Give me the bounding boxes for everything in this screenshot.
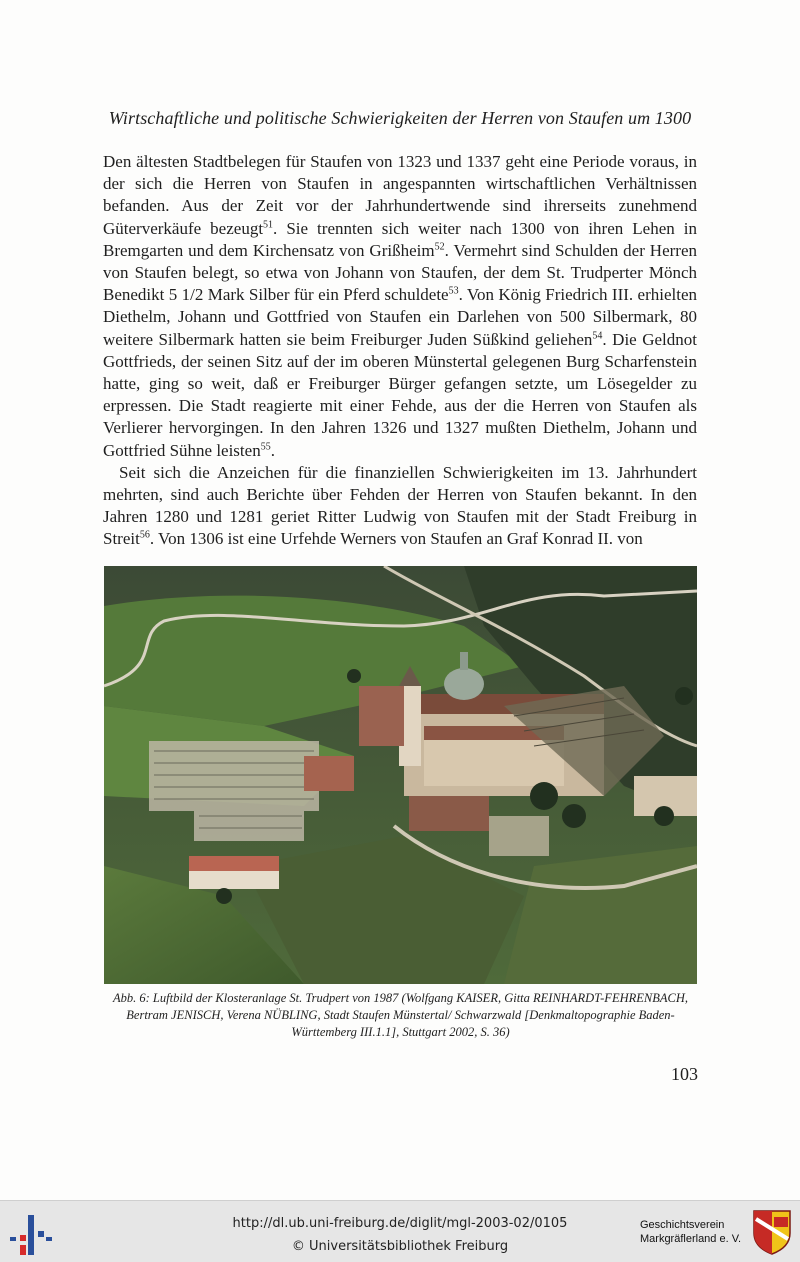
- figure-caption: Abb. 6: Luftbild der Klosteranlage St. Trudpert von 1987 (Wolfgang KAISER, Gitta REINHARDT-FEHRENBACH, Bertram JENISCH, Verena NÜBLING, Stadt Staufen Münstertal/ Schwarzwald [Denkmaltopographie Baden-Württemberg III.1.1], Stuttgart 2002, S. 36): [113, 991, 688, 1039]
- footnote-ref[interactable]: 53: [448, 285, 459, 297]
- society-name: [640, 1218, 750, 1246]
- text-run: . Vermehrt sind Schulden der Herren von Staufen belegt, so etwa von Johann von Staufen, der dem St. Trudperter Mönch Benedikt 5 1/2 Mark Silber für ein Pferd schuldete: [103, 240, 697, 305]
- body-text: [103, 151, 697, 551]
- text-run: .: [270, 440, 275, 460]
- text-run: Den ältesten Stadtbelegen für Staufen von 1323 und 1337 geht eine Periode voraus, in der sich die Herren von Staufen in angespannten wirtschaftlichen Verhältnissen befanden. Aus der Zeit vor der Jahrhundertwende sind ihrerseits zunehmend Güterverkäufe bezeugt: [103, 152, 697, 238]
- footnote-ref[interactable]: 55: [260, 440, 271, 452]
- paragraph-2: [103, 462, 697, 551]
- society-name-line2: Markgräflerland e. V.: [640, 1233, 742, 1245]
- ub-freiburg-logo-icon[interactable]: [10, 1213, 52, 1255]
- text-run: . Von König Friedrich III. erhielten Diethelm, Johann und Gottfried von Staufen ein Darlehen von 500 Silbermark, 80 weitere Silbermark hatten sie beim Freiburger Juden Süßkind geliehen: [103, 285, 698, 349]
- footnote-ref[interactable]: 51: [263, 218, 274, 230]
- text-run: . Von 1306 ist eine Urfehde Werners von Staufen an Graf Konrad II. von: [149, 529, 643, 549]
- aerial-photo-monastery: [104, 566, 697, 984]
- viewer-footer: [0, 1200, 800, 1262]
- text-run: Seit sich die Anzeichen für die finanziellen Schwierigkeiten im 13. Jahrhundert mehrten, sind auch Berichte über Fehden der Herren von Staufen bekannt. In den Jahren 1280 und 1281 geriet Ritter Ludwig von Staufen mit der Stadt Freiburg in Streit: [103, 462, 697, 549]
- coat-of-arms-icon[interactable]: [752, 1209, 792, 1255]
- section-heading: Wirtschaftliche und politische Schwierigkeiten der Herren von Staufen um 1300: [108, 108, 692, 128]
- footnote-ref[interactable]: 56: [139, 529, 150, 541]
- footnote-ref[interactable]: 52: [434, 241, 445, 253]
- footnote-ref[interactable]: 54: [592, 329, 603, 341]
- text-run: . Die Geldnot Gottfrieds, der seinen Sitz auf der im oberen Münstertal gelegenen Burg Scharfenstein hatte, ging so weit, daß er Freiburger Bürger gefangen setzte, um Lösegelder zu erpressen. Die Stadt reagierte mit einer Fehde, aus der die Herren von Staufen als Verlierer hervorgingen. In den Jahren 1326 und 1327 mußten Diethelm, Johann und Gottfried Sühne leisten: [103, 329, 697, 460]
- page-number: 103: [671, 1064, 698, 1084]
- copyright-notice: © Universitätsbibliothek Freiburg: [291, 1239, 509, 1254]
- paragraph-1: [103, 151, 697, 462]
- society-name-line1: Geschichtsverein: [640, 1219, 725, 1231]
- document-url-link[interactable]: http://dl.ub.uni-freiburg.de/diglit/mgl-2003-02/0105: [232, 1216, 568, 1231]
- text-run: . Sie trennten sich weiter nach 1300 von ihren Lehen in Bremgarten und dem Kirchensatz von Grißheim: [103, 218, 697, 260]
